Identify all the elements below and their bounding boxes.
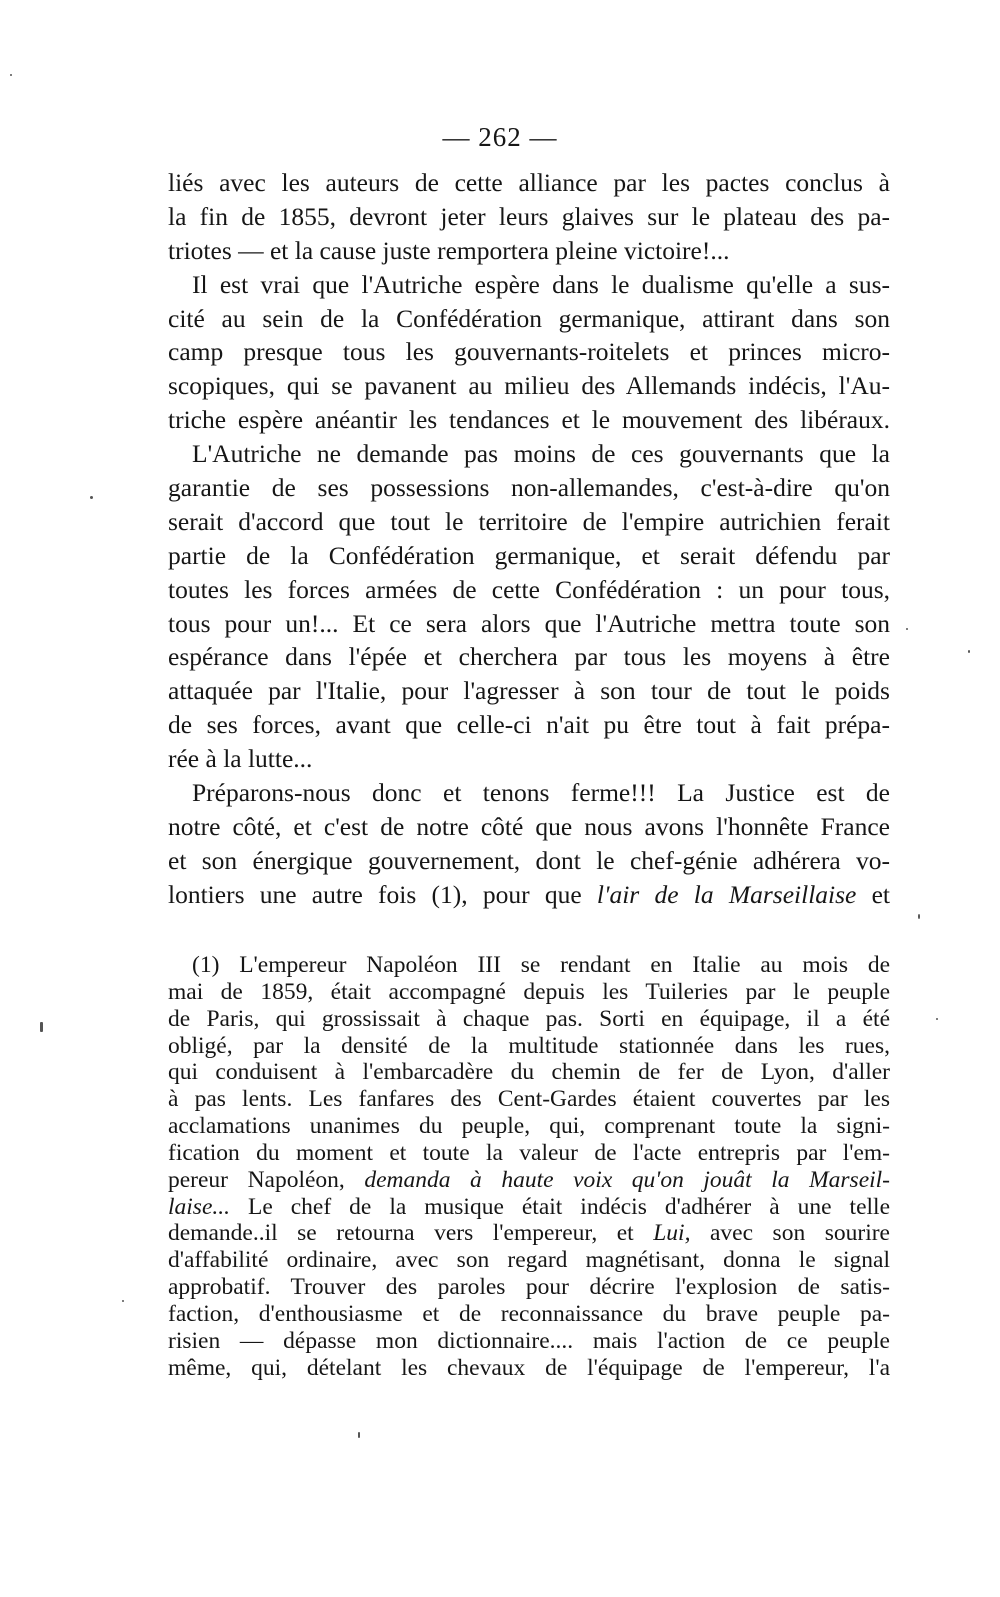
footnote-line: fication du moment et toute la valeur de l'acte entrepris par l'em- — [168, 1139, 890, 1166]
body-text-line: de ses forces, avant que celle-ci n'ait pu être tout à fait prépa- — [168, 710, 890, 740]
body-text-line: tous pour un!... Et ce sera alors que l'Autriche mettra toute son — [168, 608, 890, 638]
footnote-line: faction, d'enthousiasme et de reconnaissance du brave peuple pa- — [168, 1300, 890, 1327]
scan-speck — [968, 650, 970, 653]
body-text-line: L'Autriche ne demande pas moins de ces gouvernants que la — [192, 439, 890, 469]
scan-speck — [122, 1300, 124, 1302]
body-text-line: attaquée par l'Italie, pour l'agresser à son tour de tout le poids — [168, 676, 890, 706]
footnote-line: de Paris, qui grossissait à chaque pas. Sorti en équipage, il a été — [168, 1005, 890, 1032]
footnote-line — [168, 1220, 890, 1247]
body-text-line — [168, 878, 890, 912]
main-text-block — [168, 166, 890, 912]
footnote-line: qui conduisent à l'embarcadère du chemin de fer de Lyon, d'aller — [168, 1059, 890, 1086]
body-text-line-segment: lontiers une autre fois (1), pour que — [168, 879, 597, 909]
scan-speck — [90, 496, 93, 499]
body-text-line: camp presque tous les gouvernants-roitelets et princes micro- — [168, 337, 890, 367]
body-text-line: la fin de 1855, devront jeter leurs glaives sur le plateau des pa- — [168, 201, 890, 231]
footnote-line: (1) L'empereur Napoléon III se rendant en Italie au mois de — [192, 952, 890, 978]
body-text-line: scopiques, qui se pavanent au milieu des Allemands indécis, l'Au- — [168, 371, 890, 401]
body-text-line: garantie de ses possessions non-allemandes, c'est-à-dire qu'on — [168, 473, 890, 503]
footnote-line: risien — dépasse mon dictionnaire.... mais l'action de ce peuple — [168, 1327, 890, 1354]
body-text-line: et son énergique gouvernement, dont le chef-génie adhérera vo- — [168, 845, 890, 875]
body-text-line: triotes — et la cause juste remportera pleine victoire!... — [168, 235, 730, 265]
footnote-line: mai de 1859, était accompagné depuis les Tuileries par le peuple — [168, 978, 890, 1005]
scan-speck — [40, 1022, 43, 1032]
scan-speck — [918, 914, 920, 919]
footnote-line: acclamations unanimes du peuple, qui, comprenant toute la signi- — [168, 1113, 890, 1140]
footnote-line: d'affabilité ordinaire, avec son regard magnétisant, donna le signal — [168, 1247, 890, 1274]
body-text-line: triche espère anéantir les tendances et le mouvement des libéraux. — [168, 405, 890, 435]
body-text-line: partie de la Confédération germanique, et serait défendu par — [168, 540, 890, 570]
body-text-line: Il est vrai que l'Autriche espère dans le dualisme qu'elle a sus- — [192, 269, 890, 299]
scan-speck — [906, 628, 908, 630]
body-text-line: Préparons-nous donc et tenons ferme!!! La Justice est de — [192, 778, 890, 808]
body-text-line: rée à la lutte... — [168, 744, 313, 774]
scan-speck — [358, 1432, 360, 1438]
scan-speck — [10, 74, 12, 76]
footnote-line-segment: Le chef de la musique était indécis d'adhérer à une telle — [230, 1193, 890, 1220]
footnote-line — [168, 1194, 890, 1221]
footnote-block — [168, 952, 890, 1382]
footnote-line: obligé, par la densité de la multitude stationnée dans les rues, — [168, 1032, 890, 1059]
scan-speck — [936, 1018, 938, 1020]
body-text-line: notre côté, et c'est de notre côté que nous avons l'honnête France — [168, 811, 890, 841]
footnote-line: à pas lents. Les fanfares des Cent-Gardes étaient couvertes par les — [168, 1086, 890, 1113]
body-text-line: serait d'accord que tout le territoire de l'empire autrichien ferait — [168, 506, 890, 536]
body-text-line-segment: et — [856, 879, 891, 909]
page-number: — 262 — — [442, 122, 558, 152]
footnote-line: approbatif. Trouver des paroles pour décrire l'explosion de satis- — [168, 1274, 890, 1301]
footnote-line-italic-segment: Lui, — [653, 1220, 691, 1247]
footnote-line-segment: demande..il se retourna vers l'empereur, et — [168, 1220, 654, 1247]
body-text-line: toutes les forces armées de cette Confédération : un pour tous, — [168, 574, 890, 604]
footnote-line — [168, 1167, 890, 1194]
body-text-line: espérance dans l'épée et cherchera par tous les moyens à être — [168, 642, 890, 672]
body-text-line-italic-segment: l'air de la Marseillaise — [596, 879, 857, 909]
body-text-line: cité au sein de la Confédération germanique, attirant dans son — [168, 303, 890, 333]
footnote-line-italic-segment: demanda à haute voix qu'on jouât la Marseil- — [364, 1166, 891, 1193]
body-text-line: liés avec les auteurs de cette alliance par les pactes conclus à — [168, 168, 890, 197]
footnote-line: même, qui, dételant les chevaux de l'équipage de l'empereur, l'a — [168, 1354, 890, 1381]
footnote-line-italic-segment: laise... — [168, 1193, 231, 1220]
footnote-line-segment: avec son sourire — [690, 1220, 890, 1247]
footnote-line-segment: pereur Napoléon, — [168, 1166, 365, 1193]
